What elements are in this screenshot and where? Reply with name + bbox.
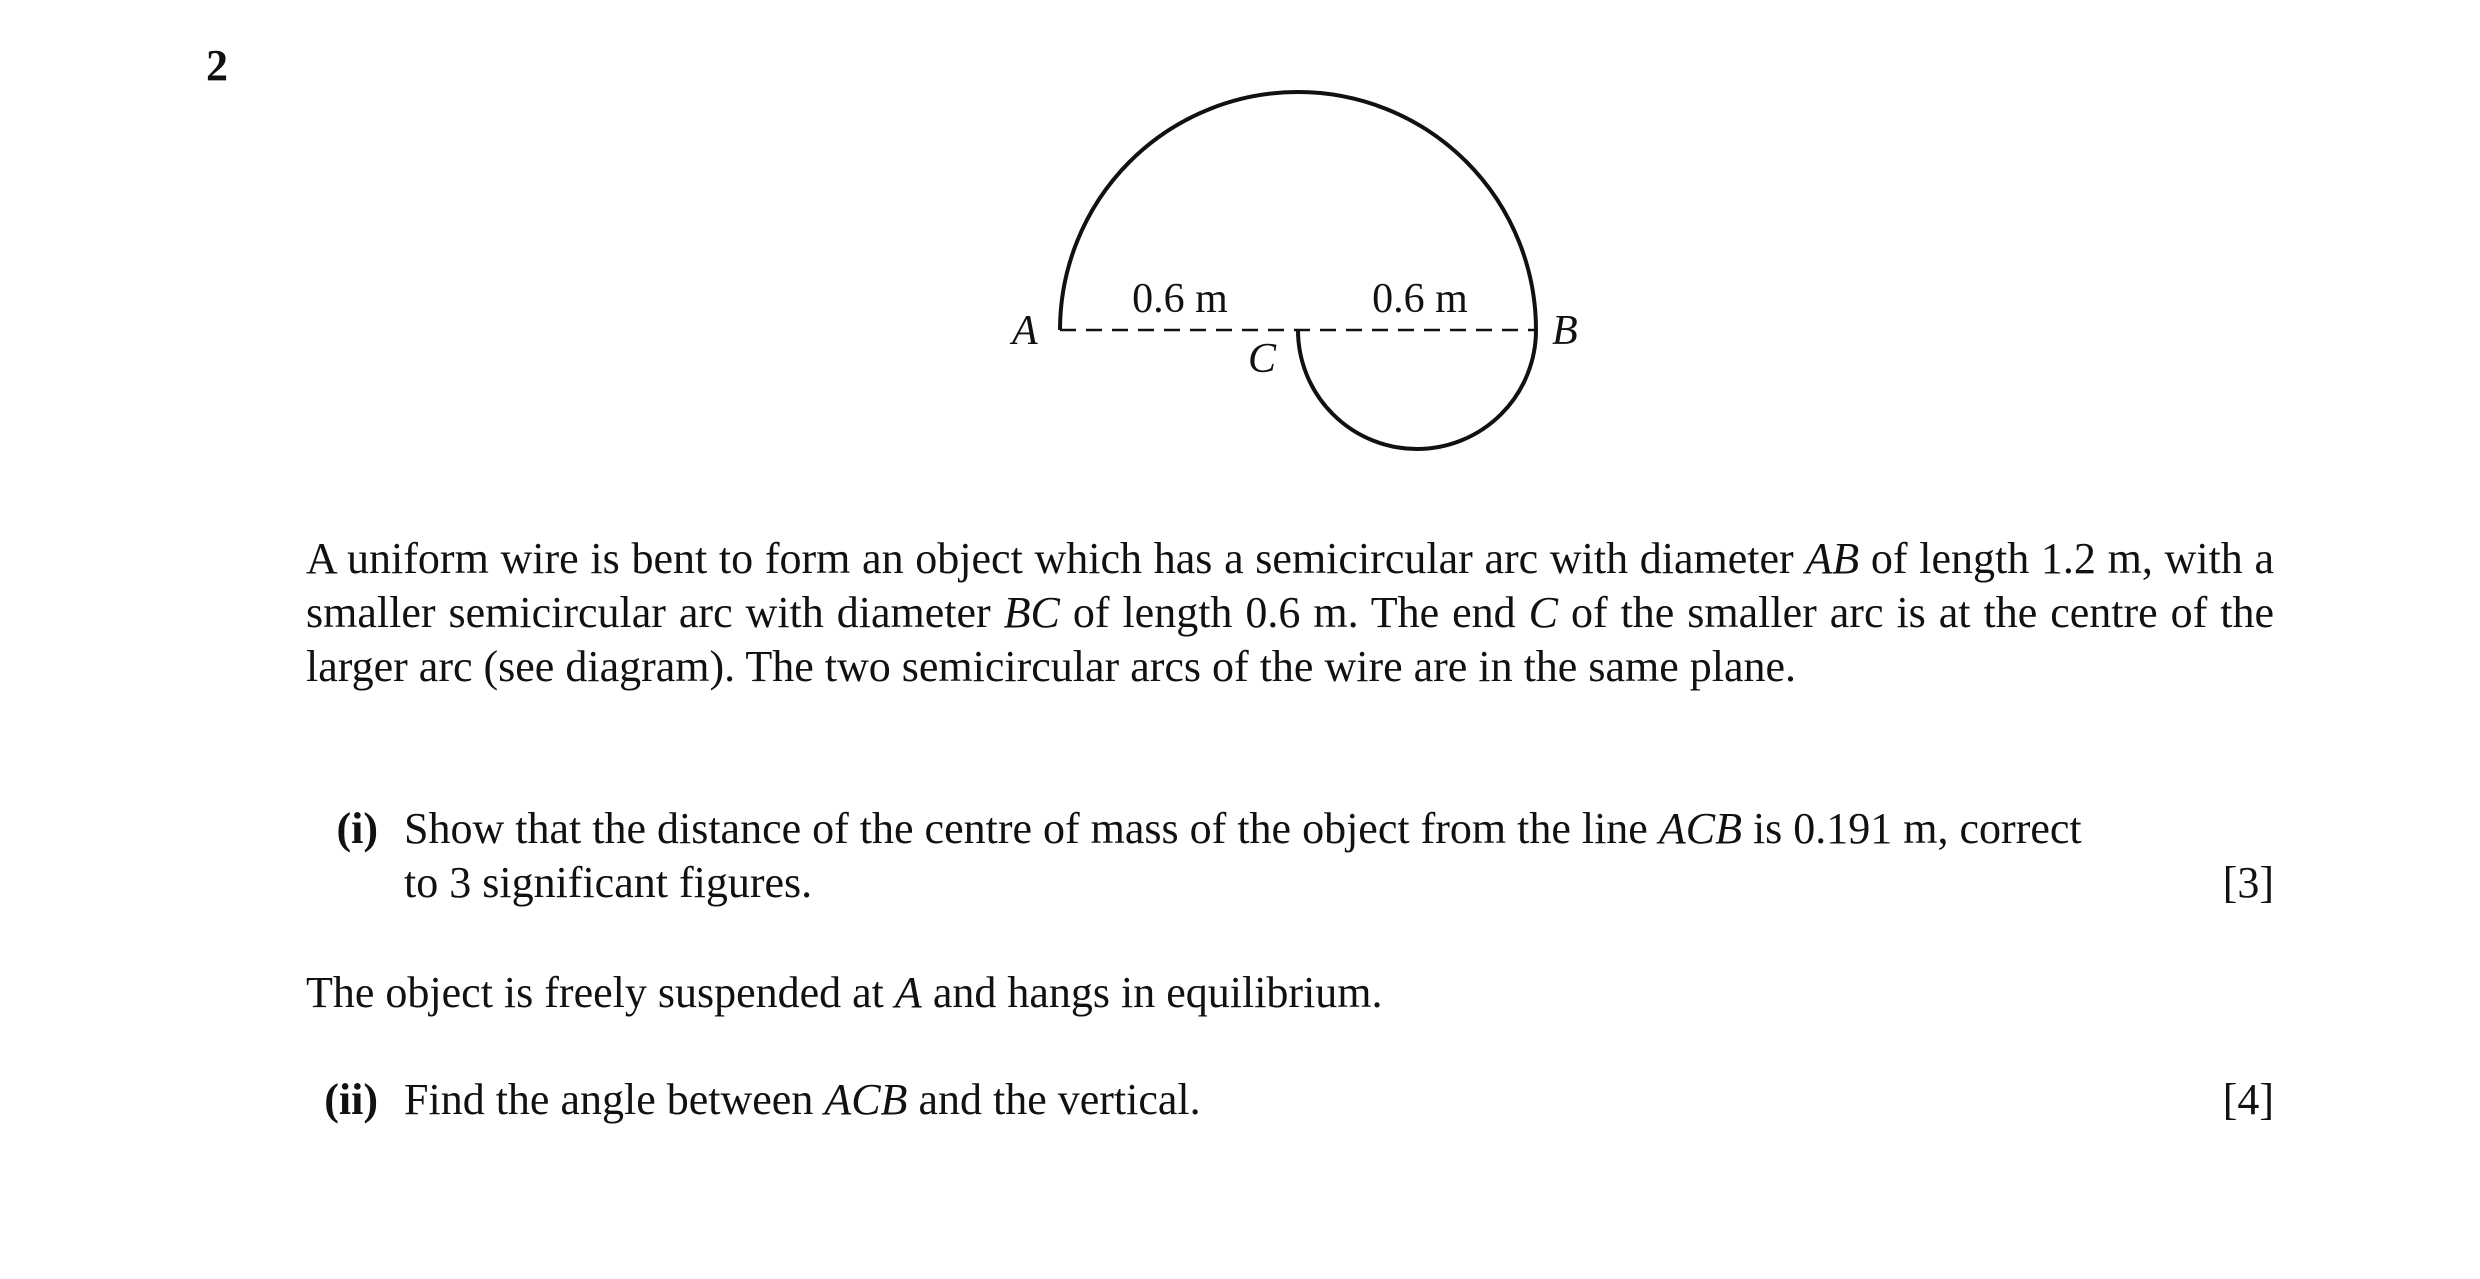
point-label-c: C	[1248, 336, 1277, 382]
part-i-line-2: to 3 significant figures. [3]	[404, 856, 2274, 910]
marks-part-i: [3]	[2222, 858, 2274, 907]
part-i-line-1: Show that the distance of the centre of mass of the object from the line ACB is 0.191 m, correct	[404, 804, 2082, 853]
suspension-statement: The object is freely suspended at A and hangs in equilibrium.	[306, 968, 1383, 1017]
small-semicircular-arc	[1298, 330, 1536, 449]
part-label-ii: (ii)	[324, 1075, 378, 1124]
part-label-i: (i)	[336, 804, 378, 853]
question-part-i	[306, 802, 2274, 910]
point-label-a: A	[1012, 308, 1038, 354]
length-label-ac: 0.6 m	[1132, 276, 1228, 322]
question-number: 2	[206, 41, 228, 90]
marks-part-ii: [4]	[2222, 1075, 2274, 1124]
part-ii-line-1: Find the angle between ACB and the vertical. [4]	[404, 1073, 2274, 1127]
length-label-cb: 0.6 m	[1372, 276, 1468, 322]
point-label-b: B	[1552, 308, 1578, 354]
question-intro-paragraph: A uniform wire is bent to form an object which has a semicircular arc with diameter AB of length 1.2 m, with a smaller semicircular arc with diameter BC of length 0.6 m. The end C of the smaller arc is at the centre of the larger arc (see diagram). The two semicircular arcs of the wire are in the same plane.	[306, 534, 2275, 691]
question-part-ii	[306, 1073, 2274, 1127]
wire-diagram	[980, 60, 1620, 480]
